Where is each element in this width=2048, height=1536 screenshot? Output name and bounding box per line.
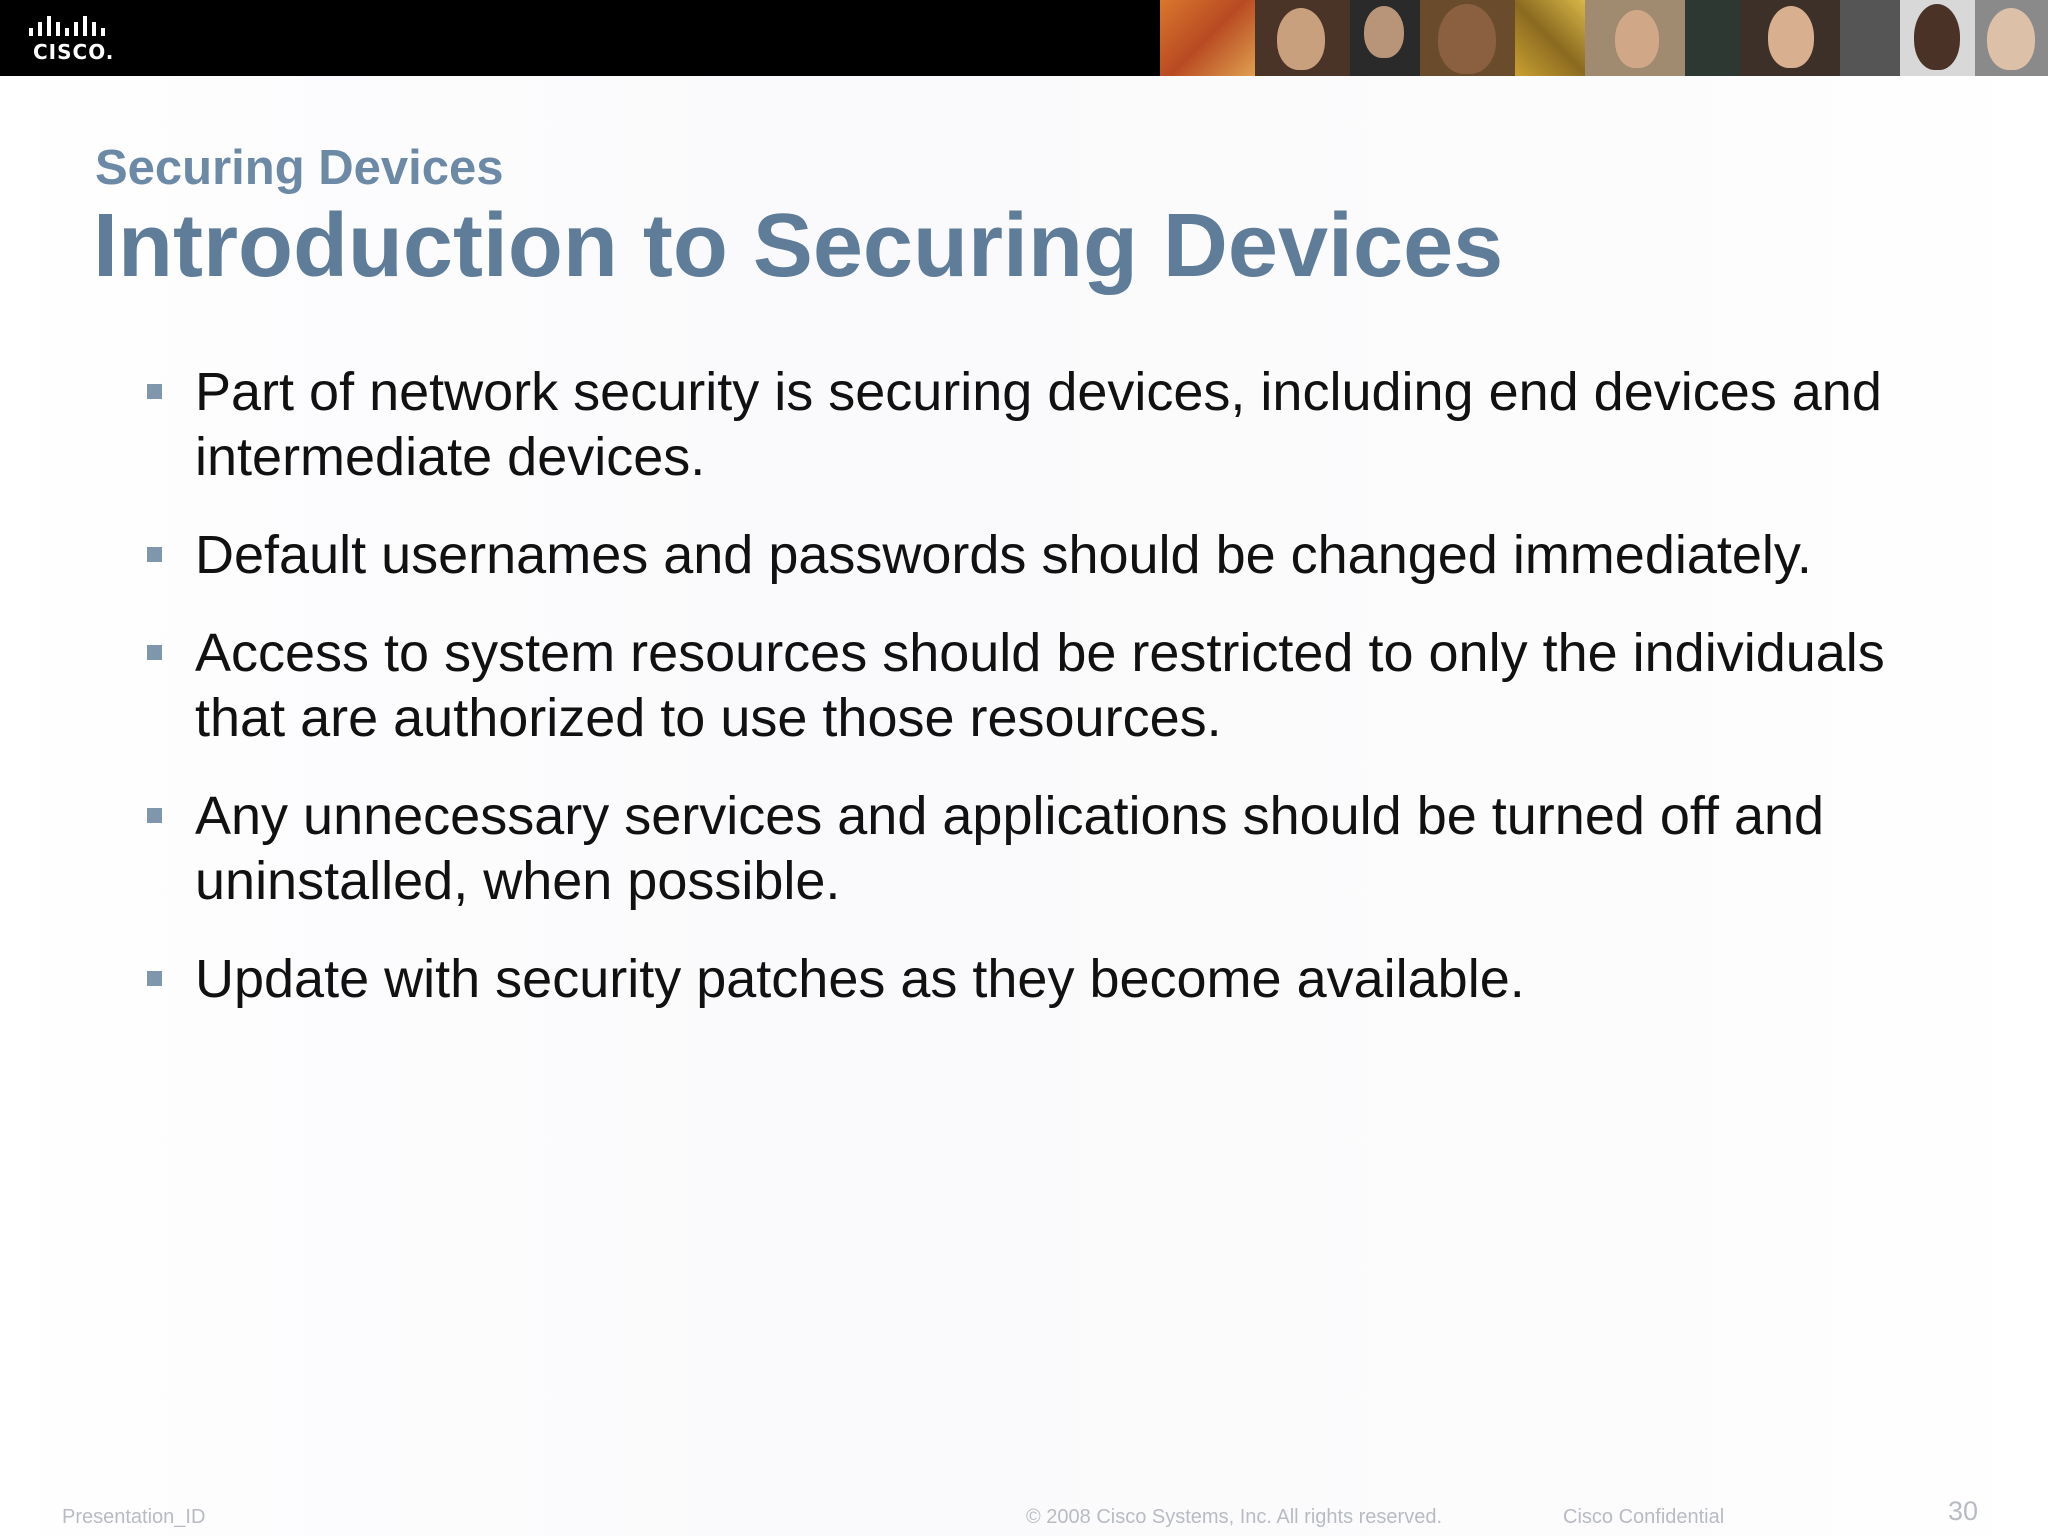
bullet-text: Any unnecessary services and applications should be turned off and uninstalled, when possible. — [195, 786, 1825, 911]
photo-woman — [1255, 0, 1350, 76]
photo-young-woman — [1740, 0, 1840, 76]
photo-yellow-pattern — [1515, 0, 1585, 76]
slide-title: Introduction to Securing Devices — [93, 196, 1504, 296]
footer-confidential: Cisco Confidential — [1563, 1506, 1725, 1528]
photo-gray-gap — [1840, 0, 1900, 76]
photo-man-smiling — [1420, 0, 1515, 76]
photo-man-dark — [1900, 0, 1975, 76]
cisco-logo-text: CISCO. — [33, 40, 115, 64]
top-banner — [0, 0, 2048, 76]
bullet-item — [147, 360, 1937, 490]
photo-man-cap — [1975, 0, 2048, 76]
page-number: 30 — [1948, 1496, 1979, 1526]
bullet-text: Part of network security is securing devices, including end devices and intermediate devices. — [195, 362, 1882, 487]
square-bullet-icon — [147, 384, 162, 399]
bullet-text: Update with security patches as they become available. — [195, 949, 1525, 1009]
square-bullet-icon — [147, 645, 162, 660]
bullet-list — [147, 360, 1937, 1045]
bullet-item — [147, 784, 1937, 914]
photo-orange-texture — [1160, 0, 1255, 76]
bullet-item — [147, 621, 1937, 751]
footer-presentation-id: Presentation_ID — [62, 1506, 206, 1528]
square-bullet-icon — [147, 808, 162, 823]
photo-man-suit — [1350, 0, 1420, 76]
photo-blackboard — [1685, 0, 1740, 76]
square-bullet-icon — [147, 971, 162, 986]
bullet-text: Default usernames and passwords should be changed immediately. — [195, 525, 1812, 585]
bullet-item — [147, 947, 1937, 1012]
bullet-text: Access to system resources should be restricted to only the individuals that are authorized to use those resources. — [195, 623, 1885, 748]
photo-boy-hand — [1585, 0, 1685, 76]
footer-copyright: © 2008 Cisco Systems, Inc. All rights reserved. — [1026, 1506, 1443, 1528]
cisco-logo — [28, 14, 118, 64]
square-bullet-icon — [147, 547, 162, 562]
bullet-item — [147, 523, 1937, 588]
cisco-bridge-icon — [28, 14, 114, 38]
photo-strip — [1160, 0, 2048, 76]
slide-subtitle: Securing Devices — [95, 141, 504, 195]
